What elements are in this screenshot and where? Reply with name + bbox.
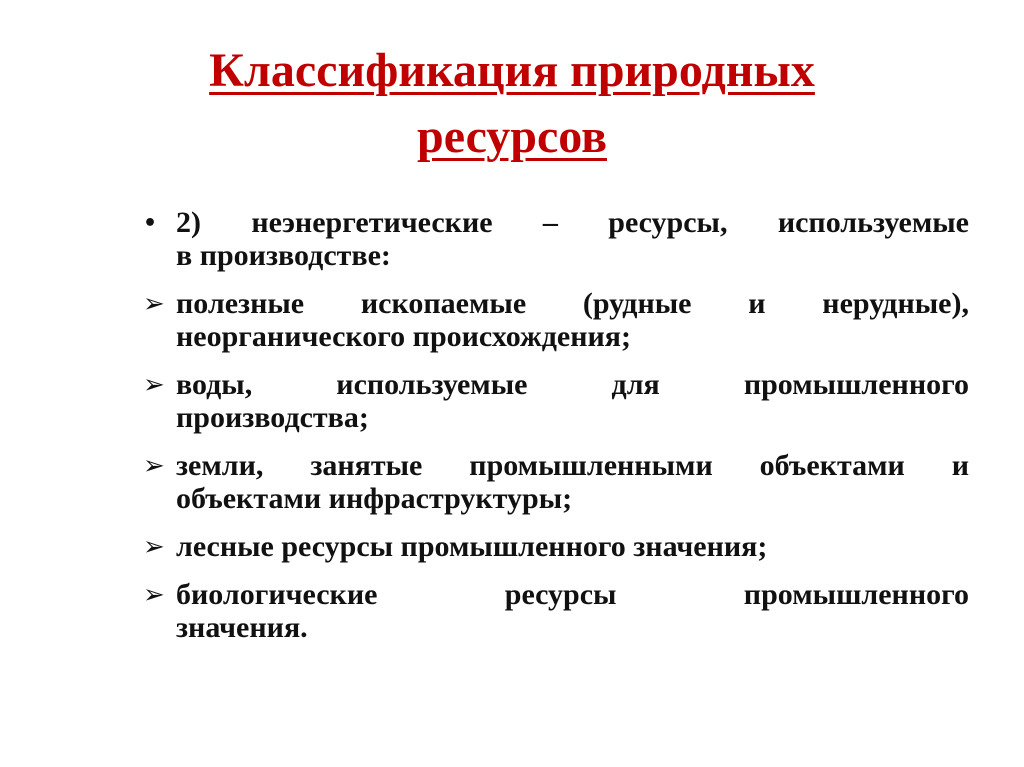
list-item-line: неорганического происхождения; <box>176 320 631 353</box>
slide-title <box>0 38 1024 170</box>
list-item <box>143 368 969 434</box>
title-line-1: Классификация природных <box>209 44 815 97</box>
list-item-text <box>176 449 969 515</box>
list-item-text <box>176 206 969 272</box>
arrow-bullet-icon: ➢ <box>143 580 165 610</box>
arrow-bullet-icon: ➢ <box>143 451 165 481</box>
list-item-line: лесные ресурсы промышленного значения; <box>176 530 768 563</box>
bullet-dot-icon: • <box>143 211 158 236</box>
list-item-line: объектами инфраструктуры; <box>176 482 573 515</box>
title-line-2: ресурсов <box>417 110 607 163</box>
arrow-bullet-icon: ➢ <box>143 532 165 562</box>
list-item-text <box>176 578 969 644</box>
list-item-line: земли, занятые промышленными объектами и <box>176 449 969 482</box>
list-item <box>143 287 969 353</box>
bullet-list <box>143 206 969 659</box>
list-item-line: производства; <box>176 401 369 434</box>
list-item <box>143 578 969 644</box>
list-item-text <box>176 287 969 353</box>
list-item-text <box>176 530 969 563</box>
arrow-bullet-icon: ➢ <box>143 370 165 400</box>
list-item-line: воды, используемые для промышленного <box>176 368 969 401</box>
list-item-line: в производстве: <box>176 239 391 272</box>
list-item <box>143 449 969 515</box>
list-item-line: биологические ресурсы промышленного <box>176 578 969 611</box>
arrow-bullet-icon: ➢ <box>143 289 165 319</box>
list-item <box>143 206 969 272</box>
list-item-line: 2) неэнергетические – ресурсы, используемые <box>176 206 969 239</box>
list-item <box>143 530 969 563</box>
list-item-line: полезные ископаемые (рудные и нерудные), <box>176 287 969 320</box>
list-item-line: значения. <box>176 611 308 644</box>
list-item-text <box>176 368 969 434</box>
